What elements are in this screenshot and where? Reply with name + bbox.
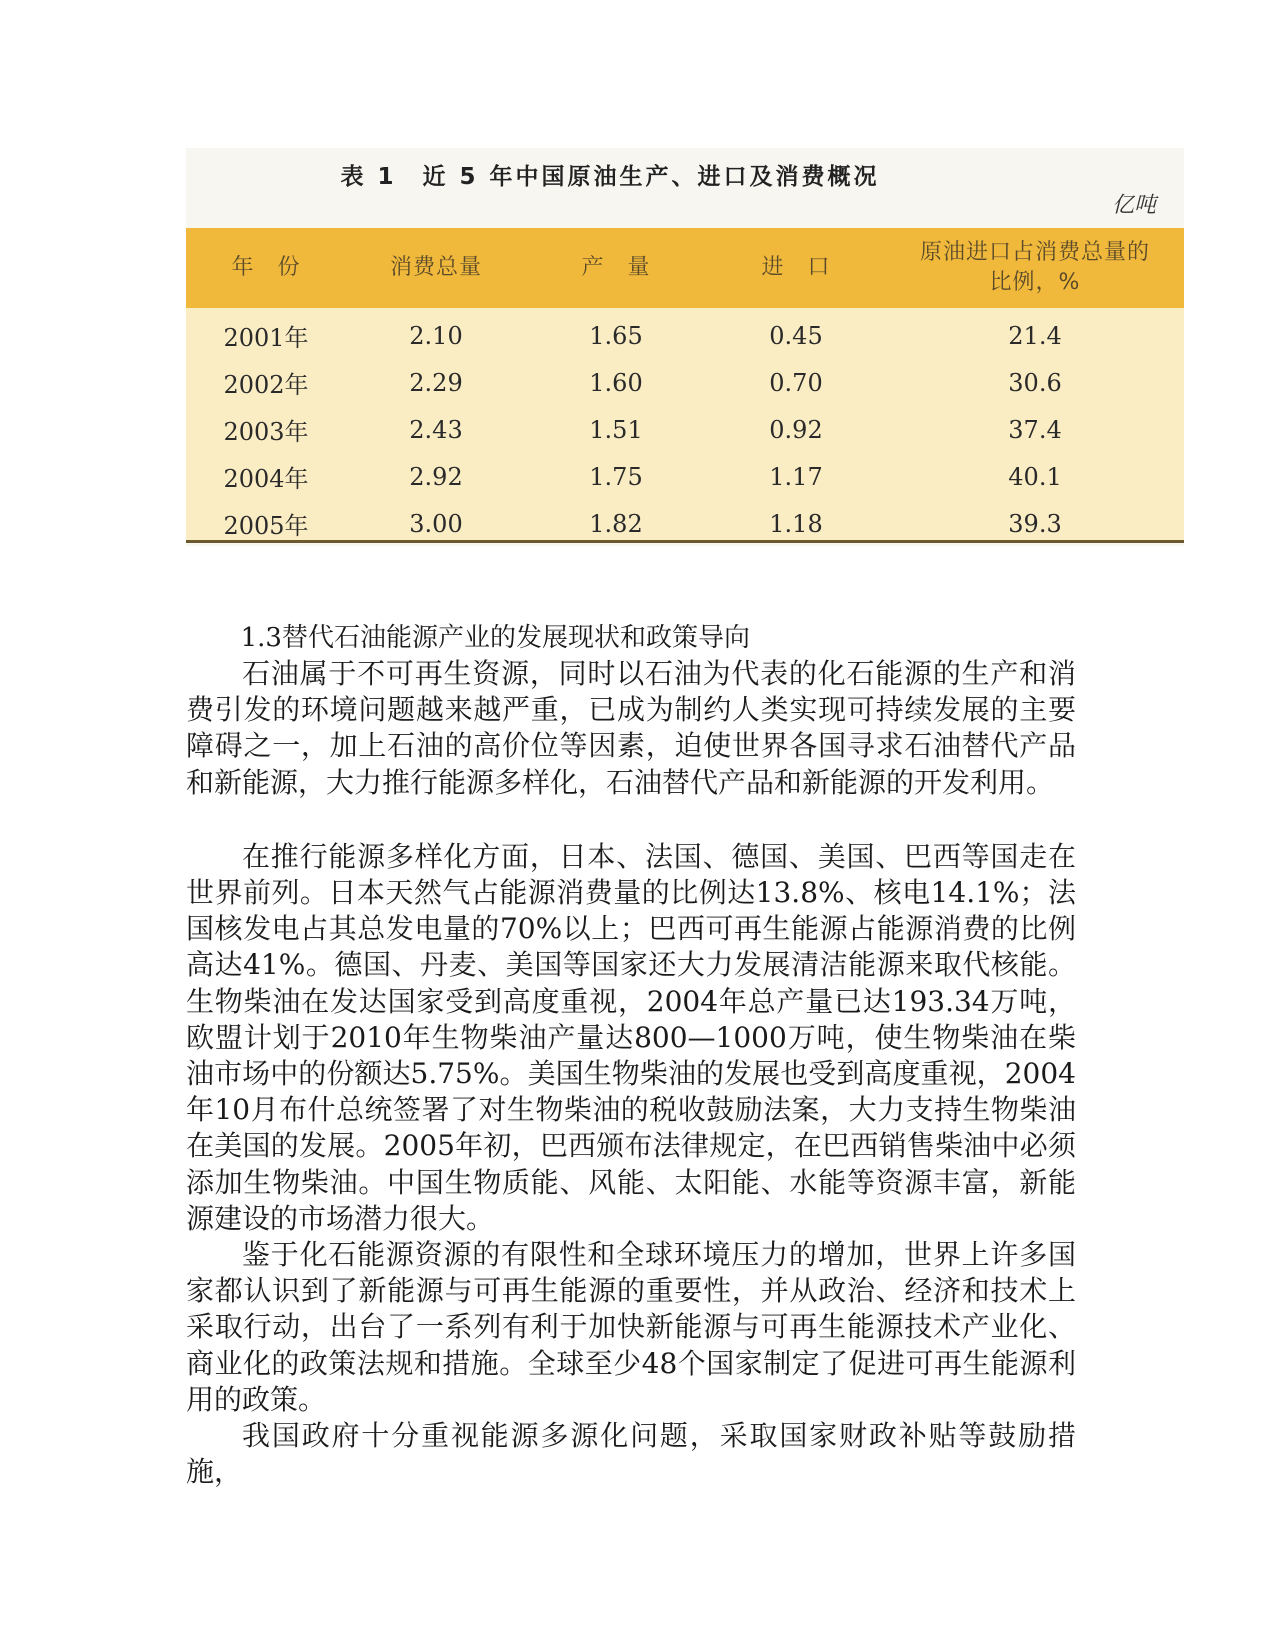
cell-year: 2001年 — [223, 324, 309, 352]
cell-import: 1.17 — [769, 462, 823, 491]
cell-year: 2002年 — [223, 371, 309, 399]
section-heading: 1.3替代石油能源产业的发展现状和政策导向 — [240, 623, 750, 653]
cell-production: 1.60 — [589, 368, 643, 397]
cell-ratio: 37.4 — [1008, 415, 1062, 444]
cell-year: 2004年 — [223, 465, 309, 493]
table-body — [186, 308, 1184, 543]
table-header-row — [186, 228, 1184, 308]
paragraph: 在推行能源多样化方面，日本、法国、德国、美国、巴西等国走在世界前列。日本天然气占能源消费量的比例达13.8%、核电14.1%；法国核发电占其总发电量的70%以上；巴西可再生能源占能源消费的比例高达41%。德国、丹麦、美国等国家还大力发展清洁能源来取代核能。生物柴油在发达国家受到高度重视，2004年总产量已达193.34万吨，欧盟计划于2010年生物柴油产量达800—1000万吨，使生物柴油在柴油市场中的份额达5.75%。美国生物柴油的发展也受到高度重视，2004年10月布什总统签署了对生物柴油的税收鼓励法案，大力支持生物柴油在美国的发展。2005年初，巴西颁布法律规定，在巴西销售柴油中必须添加生物柴油。中国生物质能、风能、太阳能、水能等资源丰富，新能源建设的市场潜力很大。 — [186, 839, 1076, 1235]
paragraph: 我国政府十分重视能源多源化问题，采取国家财政补贴等鼓励措施， — [186, 1419, 1076, 1489]
cell-production: 1.82 — [589, 509, 643, 538]
table-row — [186, 500, 1184, 547]
cell-import: 0.70 — [769, 368, 823, 397]
paragraph-gap — [186, 801, 1076, 839]
cell-import: 0.92 — [769, 415, 823, 444]
table-row — [186, 453, 1184, 500]
cell-consumption: 3.00 — [409, 509, 463, 538]
paragraph: 石油属于不可再生资源，同时以石油为代表的化石能源的生产和消费引发的环境问题越来越严重，已成为制约人类实现可持续发展的主要障碍之一，加上石油的高价位等因素，迫使世界各国寻求石油替代产品和新能源，大力推行能源多样化，石油替代产品和新能源的开发利用。 — [186, 657, 1076, 799]
table-unit: 亿吨 — [1111, 193, 1156, 218]
cell-consumption: 2.43 — [409, 415, 463, 444]
header-import: 进 口 — [761, 255, 831, 280]
document-body — [186, 620, 1076, 1490]
header-consumption: 消费总量 — [389, 255, 482, 280]
header-production: 产 量 — [581, 255, 651, 280]
cell-ratio: 40.1 — [1008, 462, 1062, 491]
cell-import: 1.18 — [769, 509, 823, 538]
table-row — [186, 406, 1184, 453]
cell-consumption: 2.29 — [409, 368, 463, 397]
header-import-ratio: 原油进口占消费总量的 比例，% — [919, 240, 1150, 295]
table-row — [186, 312, 1184, 359]
cell-consumption: 2.92 — [409, 462, 463, 491]
cell-production: 1.65 — [589, 321, 643, 350]
cell-ratio: 39.3 — [1008, 509, 1062, 538]
cell-ratio: 21.4 — [1008, 321, 1062, 350]
oil-table-figure — [186, 148, 1184, 546]
cell-production: 1.75 — [589, 462, 643, 491]
paragraph: 鉴于化石能源资源的有限性和全球环境压力的增加，世界上许多国家都认识到了新能源与可再生能源的重要性，并从政治、经济和技术上采取行动，出台了一系列有利于加快新能源与可再生能源技术产业化、商业化的政策法规和措施。全球至少48个国家制定了促进可再生能源利用的政策。 — [186, 1238, 1076, 1416]
cell-import: 0.45 — [769, 321, 823, 350]
header-year: 年 份 — [231, 255, 301, 280]
cell-year: 2003年 — [223, 418, 309, 446]
table-row — [186, 359, 1184, 406]
cell-consumption: 2.10 — [409, 321, 463, 350]
table-title: 表 1 近 5 年中国原油生产、进口及消费概况 — [340, 164, 880, 190]
cell-production: 1.51 — [589, 415, 643, 444]
cell-ratio: 30.6 — [1008, 368, 1062, 397]
cell-year: 2005年 — [223, 512, 309, 540]
